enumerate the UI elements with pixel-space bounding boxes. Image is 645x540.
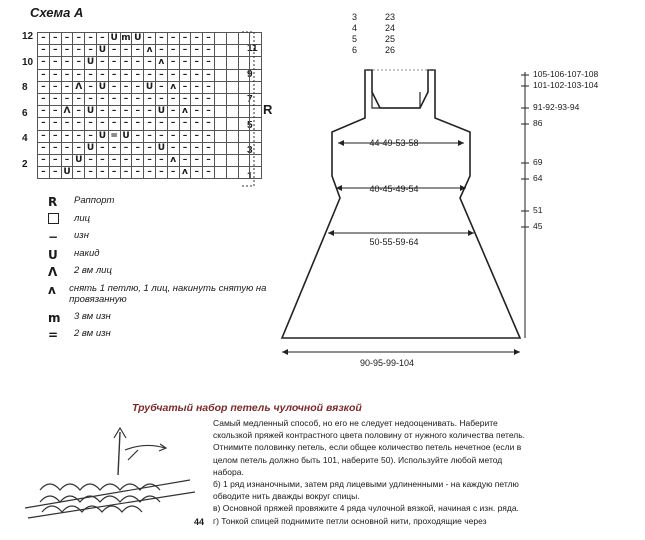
chart-cell: –	[61, 33, 73, 45]
chart-cell: ʌ	[167, 154, 179, 166]
repeat-bracket	[240, 30, 260, 190]
chart-cell: U	[73, 154, 85, 166]
chart-cell: –	[132, 118, 144, 130]
row-number: 2	[22, 158, 28, 170]
chart-cell: –	[155, 154, 167, 166]
k2tog-icon: Λ	[48, 265, 58, 279]
chart-cell	[226, 69, 238, 81]
chart-cell: –	[49, 167, 61, 179]
legend-text: изн	[74, 230, 89, 241]
chart-cell	[226, 130, 238, 142]
vertical-label: 105-106-107-108	[533, 69, 599, 79]
chart-cell: U	[85, 106, 97, 118]
chart-cell: –	[96, 33, 108, 45]
chart-cell: –	[179, 130, 191, 142]
strap-values	[385, 12, 395, 56]
chart-cell: U	[132, 33, 144, 45]
chart-cell	[226, 142, 238, 154]
chart-cell: –	[203, 81, 215, 93]
row-number: 5	[247, 119, 253, 131]
chart-cell: –	[191, 93, 203, 105]
chart-cell: U	[96, 81, 108, 93]
chart-cell: –	[108, 57, 120, 69]
chart-cell: –	[191, 57, 203, 69]
chart-cell: –	[108, 106, 120, 118]
chart-cell: –	[203, 45, 215, 57]
yarn-over-icon: U	[48, 247, 58, 262]
chart-cell: –	[73, 167, 85, 179]
chart-cell: –	[61, 142, 73, 154]
row-number: 8	[22, 82, 28, 93]
chart-cell: U	[144, 81, 156, 93]
strap-size: 5	[352, 34, 358, 44]
chart-cell: –	[38, 106, 50, 118]
chart-cell: –	[38, 33, 50, 45]
chart-cell: –	[144, 167, 156, 179]
letter-r-icon: R	[48, 195, 58, 209]
chart-cell: –	[179, 69, 191, 81]
chart-cell: –	[49, 142, 61, 154]
chart-cell: –	[120, 154, 132, 166]
chart-cell: –	[132, 45, 144, 57]
chart-cell: –	[49, 118, 61, 130]
chart-cell	[226, 93, 238, 105]
legend-item	[48, 248, 278, 266]
vertical-label: 86	[533, 118, 543, 128]
chart-cell	[226, 167, 238, 179]
chart-cell	[214, 81, 226, 93]
knitting-chart-grid	[37, 32, 262, 179]
chart-cell: –	[144, 154, 156, 166]
chart-cell: –	[132, 81, 144, 93]
chart-cell: –	[38, 118, 50, 130]
chart-cell	[214, 57, 226, 69]
chart-cell: –	[191, 118, 203, 130]
chart-cell: –	[120, 57, 132, 69]
chart-cell: –	[167, 69, 179, 81]
chart-cell	[214, 118, 226, 130]
chart-cell: –	[85, 130, 97, 142]
chart-cell: –	[96, 93, 108, 105]
chart-cell: –	[61, 57, 73, 69]
chart-cell: –	[144, 142, 156, 154]
chart-cell: U	[155, 106, 167, 118]
chart-cell: –	[96, 154, 108, 166]
chart-cell: –	[85, 167, 97, 179]
chart-cell: –	[203, 118, 215, 130]
strap-value: 25	[385, 34, 396, 44]
chart-cell: –	[49, 130, 61, 142]
chart-cell: –	[179, 57, 191, 69]
legend-item	[48, 230, 278, 248]
chart-cell: –	[38, 57, 50, 69]
chart-cell: –	[38, 154, 50, 166]
chart-cell: –	[144, 118, 156, 130]
chart-cell: –	[73, 106, 85, 118]
legend-item	[48, 283, 278, 311]
chart-cell: –	[108, 69, 120, 81]
chart-cell: –	[85, 118, 97, 130]
chart-cell: –	[132, 57, 144, 69]
legend-text: снять 1 петлю, 1 лиц, накинуть снятую на провязанную	[69, 282, 267, 305]
chart-cell: –	[155, 81, 167, 93]
chart-cell	[226, 106, 238, 118]
chart-cell: –	[120, 81, 132, 93]
text-line: целом петель должно быть 101, наберите 50). Используйте любой метод	[213, 454, 503, 465]
chart-cell: –	[73, 69, 85, 81]
chart-cell: –	[85, 69, 97, 81]
chart-cell: –	[191, 154, 203, 166]
chart-cell: –	[179, 142, 191, 154]
chart-cell: –	[108, 93, 120, 105]
chart-cell	[214, 93, 226, 105]
chart-cell: –	[38, 142, 50, 154]
chart-cell	[226, 33, 238, 45]
chart-cell	[214, 142, 226, 154]
chart-cell: –	[49, 81, 61, 93]
chart-cell	[226, 154, 238, 166]
chart-cell: –	[155, 69, 167, 81]
chart-cell: –	[155, 45, 167, 57]
chart-cell: –	[203, 69, 215, 81]
text-line: набора.	[213, 466, 244, 477]
chart-cell: –	[120, 167, 132, 179]
text-line: в) Основной пряжей провяжите 4 ряда чулочной вязкой, начиная с изн. ряда.	[213, 503, 519, 514]
strap-value: 26	[385, 45, 396, 55]
vertical-label: 91-92-93-94	[533, 102, 580, 112]
chart-cell: –	[61, 130, 73, 142]
chart-cell: –	[167, 118, 179, 130]
chart-cell: –	[49, 33, 61, 45]
p2tog-icon: =	[48, 328, 59, 342]
chart-cell: –	[38, 167, 50, 179]
chart-cell: –	[167, 167, 179, 179]
chart-cell: –	[49, 106, 61, 118]
chart-cell: –	[120, 93, 132, 105]
chart-cell: –	[120, 106, 132, 118]
chart-cell: ʌ	[144, 45, 156, 57]
chart-legend	[48, 195, 278, 346]
chart-cell	[226, 118, 238, 130]
vertical-label: 45	[533, 221, 543, 231]
chart-cell: –	[144, 33, 156, 45]
chart-cell: –	[49, 69, 61, 81]
chart-cell: –	[61, 45, 73, 57]
chart-cell: –	[179, 45, 191, 57]
row-number: 7	[247, 94, 253, 105]
chart-cell: –	[191, 167, 203, 179]
knitting-needles-illustration	[20, 420, 200, 525]
chart-cell: –	[179, 118, 191, 130]
chart-cell: –	[167, 45, 179, 57]
chart-cell: –	[167, 33, 179, 45]
chart-cell: –	[191, 69, 203, 81]
chart-cell: ʌ	[179, 106, 191, 118]
chart-cell: –	[49, 45, 61, 57]
chart-cell: –	[120, 142, 132, 154]
row-number: 10	[22, 56, 34, 68]
slip-icon: ʌ	[48, 282, 56, 297]
chart-cell: –	[49, 93, 61, 105]
chart-cell: –	[108, 81, 120, 93]
text-line: г) Тонкой спицей поднимите петли основной нити, проходящие через	[213, 515, 487, 526]
hip-measure: 50-55-59-64	[369, 237, 419, 247]
chart-cell: –	[85, 81, 97, 93]
chart-cell: –	[38, 45, 50, 57]
chart-cell: –	[85, 154, 97, 166]
chart-cell: –	[144, 69, 156, 81]
chart-cell: U	[96, 45, 108, 57]
vertical-label: 64	[533, 173, 543, 183]
chart-cell	[214, 167, 226, 179]
legend-item	[48, 328, 278, 346]
hem-measure: 90-95-99-104	[359, 358, 415, 368]
chart-cell: –	[96, 167, 108, 179]
chart-cell: ʌ	[155, 57, 167, 69]
row-number: 9	[247, 68, 253, 80]
chart-cell: –	[73, 118, 85, 130]
chart-cell: –	[155, 167, 167, 179]
chart-cell: –	[61, 81, 73, 93]
strap-size: 4	[352, 23, 358, 33]
row-number: 1	[247, 170, 253, 182]
p3tog-icon: m	[48, 310, 61, 325]
chart-cell: U	[85, 142, 97, 154]
legend-item	[48, 311, 278, 329]
dash-icon: −	[48, 230, 59, 244]
chart-cell: –	[49, 154, 61, 166]
chart-cell: –	[108, 167, 120, 179]
chart-cell: –	[132, 130, 144, 142]
chart-cell: –	[61, 69, 73, 81]
waist-measure: 40-45-49-54	[369, 184, 419, 194]
chart-cell: –	[179, 154, 191, 166]
bust-measure: 44-49-53-58	[369, 138, 419, 148]
chart-cell: –	[85, 93, 97, 105]
chart-cell: –	[144, 106, 156, 118]
chart-cell: –	[73, 45, 85, 57]
chart-cell: –	[120, 118, 132, 130]
chart-cell: –	[191, 45, 203, 57]
chart-cell: ʌ	[167, 81, 179, 93]
chart-cell: –	[155, 93, 167, 105]
text-line: скользкой пряжей контрастного цвета половину от нужного количества петель.	[213, 430, 526, 441]
scheme-title: Схема А	[30, 5, 84, 20]
chart-cell: –	[73, 57, 85, 69]
chart-cell: –	[132, 154, 144, 166]
chart-cell: –	[132, 69, 144, 81]
chart-cell: –	[203, 33, 215, 45]
chart-cell: –	[167, 57, 179, 69]
legend-text: накид	[74, 247, 100, 259]
chart-cell: –	[191, 33, 203, 45]
section-title: Трубчатый набор петель чулочной вязкой	[132, 402, 362, 414]
chart-cell: –	[179, 93, 191, 105]
legend-text: 3 вм изн	[74, 310, 111, 322]
chart-cell: –	[38, 130, 50, 142]
row-number: 11	[247, 43, 258, 54]
chart-cell: –	[108, 154, 120, 166]
chart-cell: –	[203, 93, 215, 105]
chart-cell	[226, 81, 238, 93]
chart-cell: –	[132, 167, 144, 179]
chart-cell: =	[108, 130, 120, 142]
vertical-label: 69	[533, 157, 543, 167]
strap-value: 23	[385, 12, 396, 22]
chart-cell: –	[73, 130, 85, 142]
row-number: 4	[22, 133, 28, 144]
strap-sizes	[352, 12, 357, 56]
chart-cell	[214, 69, 226, 81]
chart-cell: –	[191, 81, 203, 93]
repeat-label: R	[263, 102, 273, 117]
text-line: обводите нить дважды вокруг спицы.	[213, 491, 360, 502]
chart-cell	[226, 45, 238, 57]
chart-cell: –	[167, 93, 179, 105]
chart-cell: U	[85, 57, 97, 69]
chart-cell: –	[191, 106, 203, 118]
empty-box-icon	[48, 213, 74, 227]
chart-cell: –	[191, 142, 203, 154]
chart-cell: –	[167, 130, 179, 142]
chart-cell: –	[167, 106, 179, 118]
chart-cell: –	[85, 45, 97, 57]
chart-cell: –	[132, 142, 144, 154]
dress-schematic	[270, 8, 640, 378]
text-line: б) 1 ряд изнаночными, затем ряд лицевыми удлиненными - на каждую петлю	[213, 479, 519, 489]
chart-cell: –	[203, 57, 215, 69]
chart-cell: ʌ	[179, 167, 191, 179]
strap-value: 24	[385, 23, 396, 33]
row-number: 3	[247, 145, 253, 156]
chart-cell: –	[85, 33, 97, 45]
chart-cell	[226, 57, 238, 69]
chart-cell: –	[155, 130, 167, 142]
chart-cell: m	[121, 33, 131, 44]
chart-cell: U	[108, 33, 120, 45]
page-number: 44	[194, 517, 205, 527]
row-number: 12	[22, 31, 34, 42]
chart-cell: U	[96, 130, 108, 142]
chart-cell: –	[132, 93, 144, 105]
chart-cell: –	[179, 81, 191, 93]
chart-cell: –	[144, 93, 156, 105]
chart-cell: –	[203, 167, 215, 179]
text-line: Самый медленный способ, но его не следует недооценивать. Наберите	[213, 418, 498, 428]
chart-cell: –	[179, 33, 191, 45]
chart-cell: –	[155, 118, 167, 130]
chart-cell: –	[144, 57, 156, 69]
chart-cell: –	[203, 142, 215, 154]
chart-cell: –	[96, 69, 108, 81]
chart-cell: –	[61, 118, 73, 130]
chart-cell: –	[132, 106, 144, 118]
vertical-label: 101-102-103-104	[533, 80, 599, 90]
legend-text: лиц	[74, 212, 91, 224]
chart-cell: –	[120, 69, 132, 81]
chart-cell: –	[108, 118, 120, 130]
chart-cell: –	[155, 33, 167, 45]
chart-cell: –	[96, 118, 108, 130]
chart-cell: –	[61, 93, 73, 105]
chart-cell: –	[49, 57, 61, 69]
chart-cell: –	[96, 142, 108, 154]
chart-cell: –	[61, 154, 73, 166]
row-number: 6	[22, 107, 28, 119]
legend-text: Раппорт	[74, 195, 115, 206]
strap-size: 3	[352, 12, 358, 22]
chart-cell: Λ	[61, 106, 73, 118]
chart-cell: –	[38, 69, 50, 81]
chart-cell: U	[120, 130, 132, 142]
chart-cell: –	[73, 93, 85, 105]
chart-cell: –	[38, 93, 50, 105]
chart-cell: U	[155, 142, 167, 154]
chart-cell: U	[61, 167, 73, 179]
chart-cell: –	[108, 142, 120, 154]
chart-cell	[214, 45, 226, 57]
chart-cell: –	[38, 81, 50, 93]
chart-cell: –	[96, 106, 108, 118]
chart-cell: –	[167, 142, 179, 154]
legend-text: 2 вм лиц	[74, 265, 112, 276]
legend-item	[48, 195, 278, 213]
chart-cell: –	[144, 130, 156, 142]
chart-cell: –	[73, 33, 85, 45]
chart-cell: Λ	[73, 81, 85, 93]
chart-cell: –	[120, 45, 132, 57]
chart-cell	[214, 33, 226, 45]
chart-cell: –	[73, 142, 85, 154]
chart-cell	[214, 130, 226, 142]
chart-cell: –	[203, 130, 215, 142]
chart-cell: –	[96, 57, 108, 69]
legend-item	[48, 265, 278, 283]
chart-cell: –	[203, 154, 215, 166]
chart-cell: –	[108, 45, 120, 57]
text-line: Отнимите половинку петель, если общее количество петель нечетное (если в	[213, 442, 522, 453]
legend-item	[48, 213, 278, 231]
chart-cell: –	[203, 106, 215, 118]
legend-text: 2 вм изн	[74, 328, 111, 339]
chart-cell	[214, 106, 226, 118]
strap-size: 6	[352, 45, 358, 55]
vertical-label: 51	[533, 205, 543, 215]
chart-cell: –	[191, 130, 203, 142]
chart-cell	[214, 154, 226, 166]
